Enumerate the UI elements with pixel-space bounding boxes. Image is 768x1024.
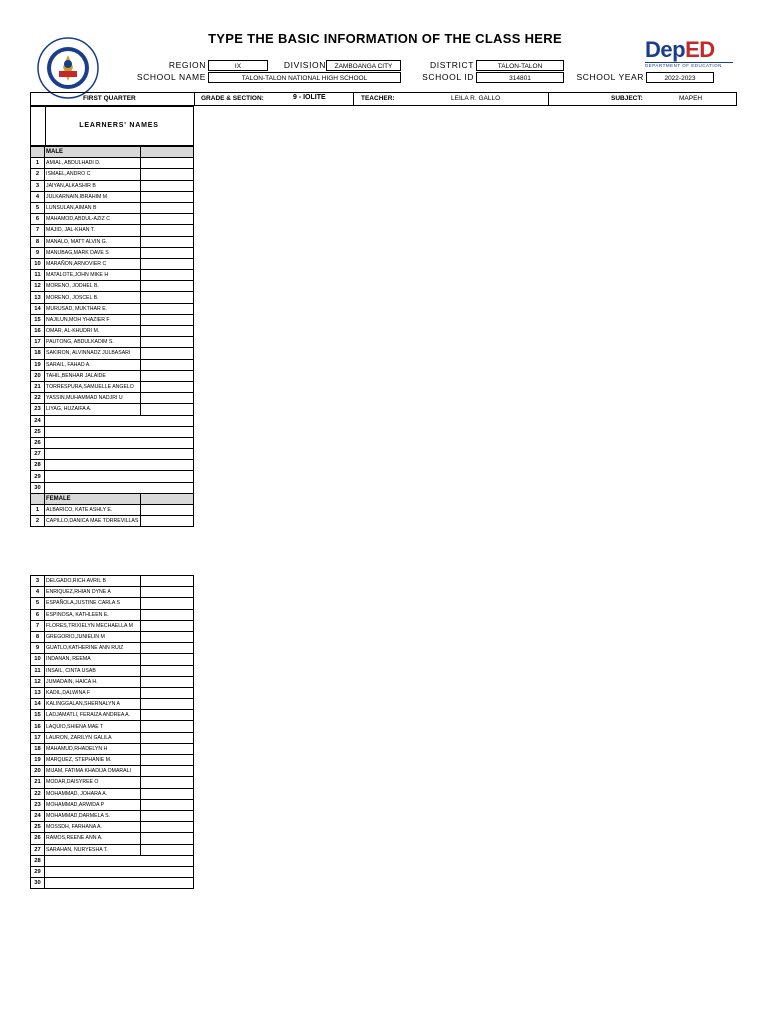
learner-name[interactable]: LADJAMATLI, FERAIZA ANDREA A. [45,710,141,721]
learner-row[interactable] [31,258,194,269]
learner-row[interactable] [31,687,194,698]
district-label: DISTRICT [430,60,474,70]
learner-number: 9 [31,643,45,654]
learner-number: 19 [31,359,45,370]
learner-number: 25 [31,426,45,437]
learner-extra-cell[interactable] [141,576,194,587]
learner-extra-cell[interactable] [141,370,194,381]
learner-extra-cell[interactable] [141,598,194,609]
learner-name[interactable]: GUATLO,KATHERINE ANN RUIZ [45,643,141,654]
learner-name[interactable]: MARAÑON,ARNOVIER C [45,258,141,269]
learner-row[interactable] [31,743,194,754]
learner-row[interactable] [31,460,194,471]
learner-number: 27 [31,844,45,855]
learner-row[interactable] [31,482,194,493]
learner-extra-cell[interactable] [141,303,194,314]
learner-extra-cell[interactable] [141,348,194,359]
learner-number: 13 [31,687,45,698]
learner-number: 5 [31,202,45,213]
learner-extra-cell[interactable] [141,755,194,766]
learner-row[interactable] [31,732,194,743]
learner-number: 8 [31,631,45,642]
learner-row[interactable] [31,191,194,202]
learner-extra-cell[interactable] [141,381,194,392]
learner-extra-cell[interactable] [141,631,194,642]
learner-row[interactable] [31,270,194,281]
learner-name[interactable]: DELGADO,RICH AVRIL B [45,576,141,587]
learner-extra-cell[interactable] [141,609,194,620]
learner-name[interactable]: MATALOTE,JOHN MIKE H [45,270,141,281]
learner-row[interactable] [31,766,194,777]
learner-number: 12 [31,676,45,687]
learner-number: 1 [31,505,45,516]
school-id-label: SCHOOL ID [422,72,474,82]
learner-extra-cell[interactable] [141,258,194,269]
learner-row[interactable] [31,214,194,225]
learner-number: 26 [31,833,45,844]
section-num-cell [31,493,45,504]
learner-name[interactable]: AMIAL, ABDULHADI D. [45,158,141,169]
learner-extra-cell[interactable] [141,799,194,810]
learner-name[interactable]: MOHAMMAD,DARMELA S. [45,810,141,821]
learner-row[interactable] [31,359,194,370]
learner-name[interactable]: ESPAÑOLA,JUSTINE CARLA S [45,598,141,609]
teacher-label: TEACHER: [361,95,395,102]
learner-number: 20 [31,370,45,381]
learner-number: 2 [31,169,45,180]
learner-row[interactable] [31,381,194,392]
learner-number: 13 [31,292,45,303]
learner-name[interactable]: LUNSULAN,AIMAN B [45,202,141,213]
learner-extra-cell[interactable] [141,505,194,516]
logo-ed-text: ED [685,37,715,62]
learner-row[interactable] [31,370,194,381]
learner-row[interactable] [31,180,194,191]
learner-number: 5 [31,598,45,609]
learner-row[interactable] [31,609,194,620]
learner-row[interactable] [31,169,194,180]
learner-row[interactable] [31,699,194,710]
learner-number: 14 [31,303,45,314]
learner-number: 8 [31,236,45,247]
learner-extra-cell[interactable] [141,766,194,777]
learner-number: 3 [31,576,45,587]
learner-extra-cell[interactable] [141,516,194,527]
learner-extra-cell[interactable] [141,844,194,855]
learner-row[interactable] [31,710,194,721]
learner-row[interactable] [31,810,194,821]
learner-row[interactable] [31,643,194,654]
learner-name[interactable] [45,855,194,866]
learner-row[interactable] [31,437,194,448]
learner-name[interactable]: FLORES,TRIXIELYN MECHAELLA M [45,620,141,631]
learner-row[interactable] [31,516,194,527]
learner-number: 28 [31,460,45,471]
learner-row[interactable] [31,471,194,482]
learner-name[interactable] [45,471,194,482]
learner-name[interactable]: MODAR,DAISYREE O [45,777,141,788]
learner-name[interactable]: OMAR, AL-KHUDRI M. [45,326,141,337]
learner-extra-cell[interactable] [141,191,194,202]
learner-extra-cell[interactable] [141,810,194,821]
section-num-cell [31,147,45,158]
learner-name[interactable] [45,866,194,877]
page-title: TYPE THE BASIC INFORMATION OF THE CLASS HERE [208,31,562,46]
learner-name[interactable]: MIJAM, FATIMA KHADIJA OMARALI [45,766,141,777]
learner-extra-cell[interactable] [141,326,194,337]
learner-number: 17 [31,732,45,743]
learner-name[interactable]: MOHAMMAD,ARWIDA P [45,799,141,810]
learner-row[interactable] [31,620,194,631]
learner-row[interactable] [31,576,194,587]
learner-number: 7 [31,225,45,236]
learner-name[interactable]: MARQUEZ, STEPHANIE M. [45,755,141,766]
school-id-field[interactable]: 314801 [476,72,564,83]
learner-row[interactable] [31,878,194,889]
learner-extra-cell[interactable] [141,654,194,665]
learner-row[interactable] [31,799,194,810]
learner-name[interactable]: KALINGGALAN,SHERNALYN A [45,699,141,710]
learner-number: 15 [31,314,45,325]
class-header-bar [30,92,737,106]
learner-number: 11 [31,665,45,676]
learner-extra-cell[interactable] [141,788,194,799]
section-label: FEMALE [45,493,141,504]
logo-dep-text: Dep [645,37,686,62]
learner-number: 24 [31,810,45,821]
learner-name[interactable]: MOSSDH, FARHANA A. [45,822,141,833]
learner-row[interactable] [31,676,194,687]
learner-name[interactable]: KADIL,DALWINA F [45,687,141,698]
learners-names-header [30,106,194,146]
learner-extra-cell[interactable] [141,247,194,258]
learner-number: 10 [31,258,45,269]
learner-row[interactable] [31,449,194,460]
learner-extra-cell[interactable] [141,281,194,292]
learner-name[interactable]: NAJILUN,MOH YHAZIER F [45,314,141,325]
teacher-value[interactable]: LEILA R. GALLO [451,95,501,102]
learner-name[interactable] [45,415,194,426]
learner-number: 21 [31,777,45,788]
learner-row[interactable] [31,236,194,247]
learner-number: 16 [31,326,45,337]
learner-name[interactable]: MANUBAG,MARK DAVE S [45,247,141,258]
learner-name[interactable]: SAKIRON, ALVINNADZ JULBASARI [45,348,141,359]
learner-row[interactable] [31,337,194,348]
learner-number: 6 [31,214,45,225]
learner-row[interactable] [31,426,194,437]
learner-row[interactable] [31,158,194,169]
school-year-field[interactable]: 2022-2023 [646,72,714,83]
learner-extra-cell[interactable] [141,676,194,687]
learner-name[interactable]: PAUTONG, ABDULKADIM S. [45,337,141,348]
learner-extra-cell[interactable] [141,732,194,743]
learner-extra-cell[interactable] [141,158,194,169]
learner-extra-cell[interactable] [141,169,194,180]
learner-name[interactable]: LAQUIO,SHIENA MAE T [45,721,141,732]
learner-row[interactable] [31,598,194,609]
learner-row[interactable] [31,788,194,799]
learner-number: 28 [31,855,45,866]
learner-extra-cell[interactable] [141,337,194,348]
learner-extra-cell[interactable] [141,236,194,247]
learner-row[interactable] [31,202,194,213]
roster-table-page2 [30,575,194,889]
learner-row[interactable] [31,326,194,337]
learner-name[interactable]: TORRESPURA,SAMUELLE ANGELO [45,381,141,392]
learner-number: 19 [31,755,45,766]
learner-extra-cell[interactable] [141,292,194,303]
learner-number: 30 [31,482,45,493]
learner-number: 29 [31,866,45,877]
section-label: MALE [45,147,141,158]
learner-number: 25 [31,822,45,833]
learner-row[interactable] [31,755,194,766]
learner-number: 23 [31,404,45,415]
learner-row[interactable] [31,505,194,516]
section-extra-cell [141,493,194,504]
learner-number: 7 [31,620,45,631]
school-name-field[interactable]: TALON-TALON NATIONAL HIGH SCHOOL [208,72,401,83]
learner-number: 22 [31,788,45,799]
learner-number: 10 [31,654,45,665]
learner-number: 30 [31,878,45,889]
learner-extra-cell[interactable] [141,833,194,844]
learners-names-title: LEARNERS' NAMES [79,122,159,129]
learner-row[interactable] [31,415,194,426]
learner-name[interactable]: ISMAEL,ANDRO C [45,169,141,180]
learner-extra-cell[interactable] [141,314,194,325]
learner-name[interactable]: LAURON, ZARILYN GALILA [45,732,141,743]
learner-name[interactable] [45,460,194,471]
learner-number: 15 [31,710,45,721]
learner-extra-cell[interactable] [141,393,194,404]
learner-name[interactable] [45,437,194,448]
learner-row[interactable] [31,247,194,258]
learner-number: 4 [31,191,45,202]
learner-number: 18 [31,743,45,754]
learner-number: 24 [31,415,45,426]
learner-name[interactable] [45,878,194,889]
grade-section-value[interactable]: 9 - IOLITE [293,94,326,101]
learner-number: 3 [31,180,45,191]
learner-name[interactable]: MAJID, JAL-KHAN T. [45,225,141,236]
learner-extra-cell[interactable] [141,620,194,631]
learner-name[interactable]: GREGORIO,JUNIELIN M [45,631,141,642]
learner-name[interactable]: MANALO, MATT ALVIN G. [45,236,141,247]
learner-row[interactable] [31,631,194,642]
learner-row[interactable] [31,833,194,844]
learner-extra-cell[interactable] [141,270,194,281]
learner-row[interactable] [31,866,194,877]
learner-name[interactable]: SARAIL, FAHAD A. [45,359,141,370]
learner-name[interactable] [45,449,194,460]
learner-number: 23 [31,799,45,810]
learner-row[interactable] [31,721,194,732]
learner-number: 14 [31,699,45,710]
learner-number: 1 [31,158,45,169]
learner-extra-cell[interactable] [141,665,194,676]
learner-name[interactable]: LIYAG, HUZAIFA A. [45,404,141,415]
division-field[interactable]: ZAMBOANGA CITY [326,60,401,71]
learner-extra-cell[interactable] [141,214,194,225]
learner-extra-cell[interactable] [141,822,194,833]
grade-section-label: GRADE & SECTION: [201,95,264,102]
learner-row[interactable] [31,822,194,833]
deped-seal-logo [37,37,99,99]
learner-name[interactable]: MAHAMUD,RHADELYN H [45,743,141,754]
learner-row[interactable] [31,393,194,404]
learner-row[interactable] [31,855,194,866]
learner-name[interactable]: INDANAN, REEMA [45,654,141,665]
subject-value[interactable]: MAPEH [679,95,703,102]
learner-number: 2 [31,516,45,527]
subject-label: SUBJECT: [611,95,643,102]
learner-row[interactable] [31,777,194,788]
section-header-row [31,493,194,504]
learner-name[interactable]: INSAIL, CINTA USAB [45,665,141,676]
school-name-label: SCHOOL NAME [136,72,206,82]
learner-extra-cell[interactable] [141,710,194,721]
learner-number: 4 [31,587,45,598]
logo-subtitle: DEPARTMENT OF EDUCATION [645,62,733,68]
learner-row[interactable] [31,844,194,855]
learner-name[interactable]: ESPINOSA, KATHLEEN E. [45,609,141,620]
district-field[interactable]: TALON-TALON [476,60,564,71]
learner-row[interactable] [31,292,194,303]
learner-name[interactable]: ENRIQUEZ,RHIAN DYNE A [45,587,141,598]
learner-name[interactable]: MORENO, JODHEL B. [45,281,141,292]
learner-row[interactable] [31,314,194,325]
learner-extra-cell[interactable] [141,587,194,598]
learner-number: 29 [31,471,45,482]
learner-row[interactable] [31,348,194,359]
learner-name[interactable]: JULKARNAIN,IBRAHIM M [45,191,141,202]
learner-name[interactable]: CAPILLO,DANICA MAE TORREVILLAS [45,516,141,527]
region-label: REGION [168,60,206,70]
learner-number: 12 [31,281,45,292]
learner-number: 9 [31,247,45,258]
learner-name[interactable]: MOHAMMAD, JOHARA A. [45,788,141,799]
quarter-label: FIRST QUARTER [83,95,136,102]
learner-row[interactable] [31,404,194,415]
learner-name[interactable]: JUMADAIN, HAICA H. [45,676,141,687]
learner-row[interactable] [31,281,194,292]
learner-name[interactable]: MORENO, JOSCEL B. [45,292,141,303]
learner-name[interactable]: YASSIN,MUHAMMAD NADJRI U [45,393,141,404]
learner-extra-cell[interactable] [141,180,194,191]
learner-row[interactable] [31,654,194,665]
learner-number: 21 [31,381,45,392]
region-field[interactable]: IX [208,60,268,71]
learner-name[interactable]: MAHAMOD,ABDUL-AZIZ C [45,214,141,225]
learner-number: 11 [31,270,45,281]
learner-extra-cell[interactable] [141,777,194,788]
learner-row[interactable] [31,587,194,598]
learner-name[interactable]: ALBARICO, KATE ASHLY E. [45,505,141,516]
learner-extra-cell[interactable] [141,225,194,236]
roster-table-page1 [30,146,194,527]
learner-extra-cell[interactable] [141,643,194,654]
learner-number: 20 [31,766,45,777]
learner-name[interactable]: SARAHAN, NURYESHA T. [45,844,141,855]
learner-number: 22 [31,393,45,404]
learner-extra-cell[interactable] [141,404,194,415]
learner-name[interactable]: MURUSAD, MUKTHAR E. [45,303,141,314]
section-extra-cell [141,147,194,158]
learner-number: 27 [31,449,45,460]
learner-name[interactable]: TAHIL,BENHAR JALAIDE [45,370,141,381]
learner-row[interactable] [31,225,194,236]
learner-extra-cell[interactable] [141,359,194,370]
learner-name[interactable]: RAMOS,REENE ANN A. [45,833,141,844]
section-header-row [31,147,194,158]
learner-extra-cell[interactable] [141,202,194,213]
learner-extra-cell[interactable] [141,743,194,754]
learner-name[interactable]: JAIYAN,ALKASHIR B [45,180,141,191]
learner-number: 16 [31,721,45,732]
learner-name[interactable] [45,426,194,437]
division-label: DIVISION [283,60,326,70]
learner-row[interactable] [31,665,194,676]
learner-name[interactable] [45,482,194,493]
learner-extra-cell[interactable] [141,721,194,732]
learner-number: 17 [31,337,45,348]
learner-number: 26 [31,437,45,448]
learner-extra-cell[interactable] [141,699,194,710]
learner-number: 6 [31,609,45,620]
learner-row[interactable] [31,303,194,314]
learner-extra-cell[interactable] [141,687,194,698]
learner-number: 18 [31,348,45,359]
school-year-label: SCHOOL YEAR [576,72,644,82]
